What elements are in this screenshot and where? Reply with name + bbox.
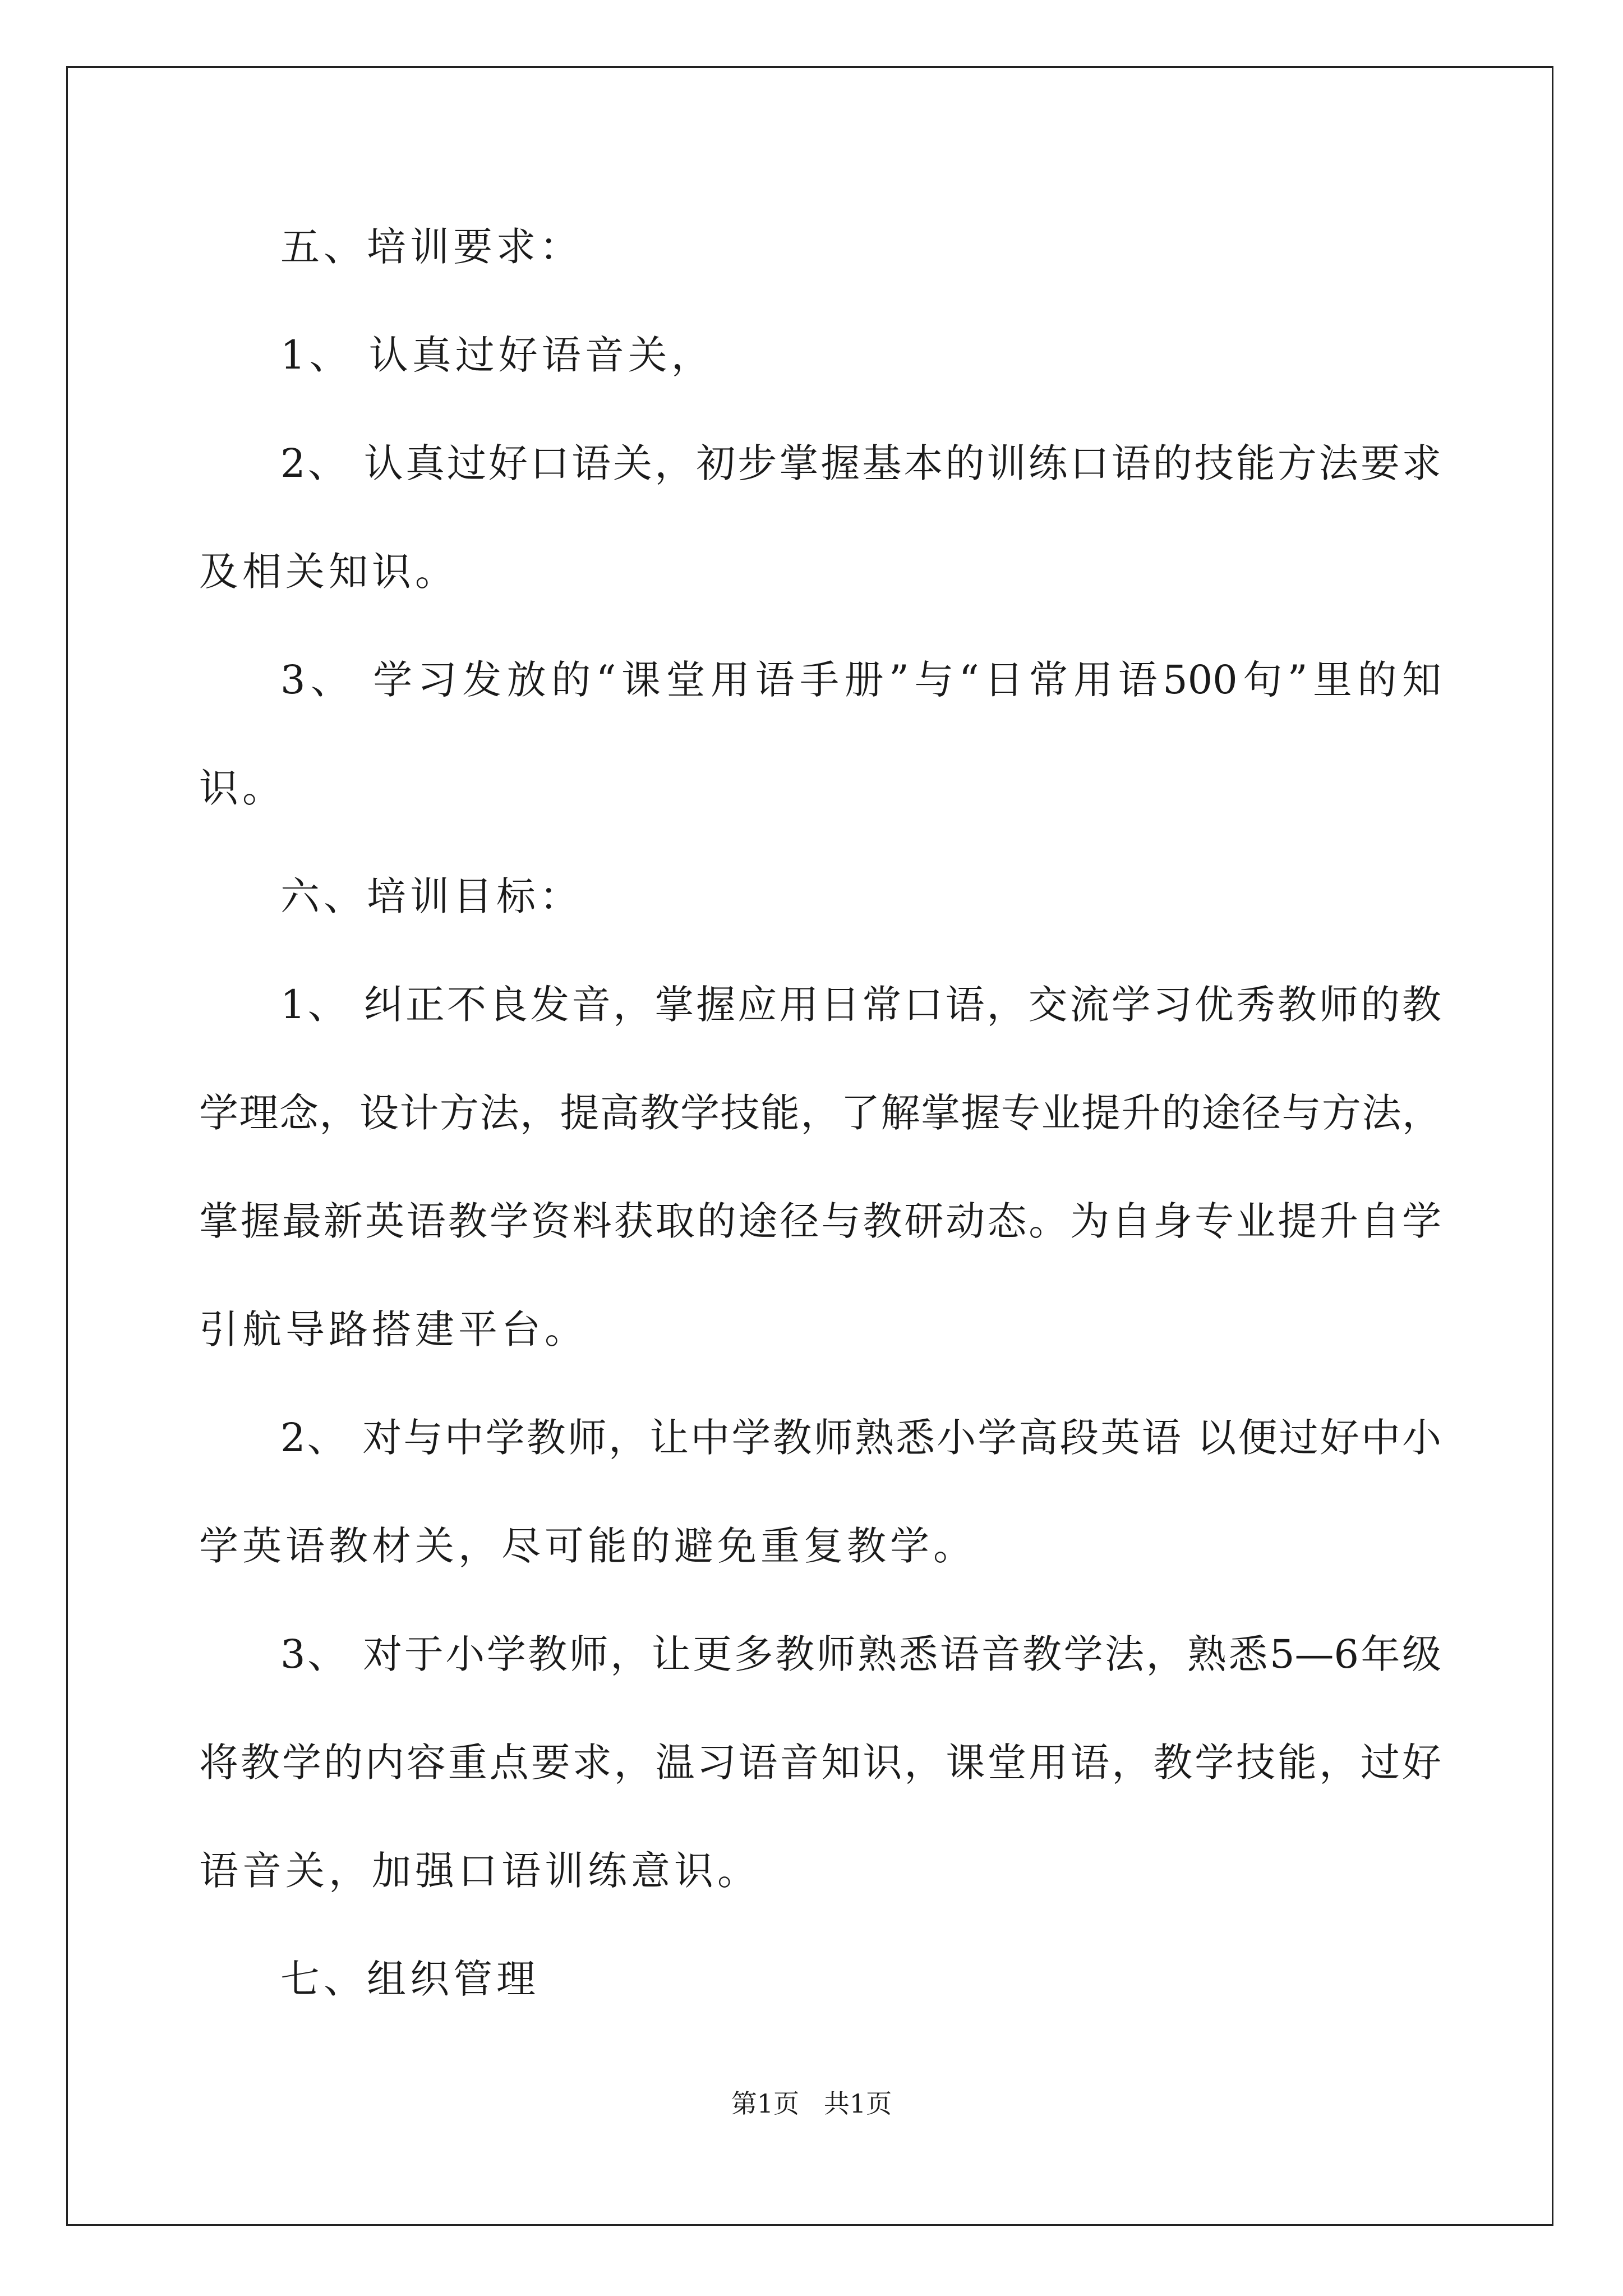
section-heading-6: 六、培训目标：: [280, 873, 583, 919]
paragraph-line: 将教学的内容重点要求，温习语音知识，课堂用语，教学技能，过好: [199, 1740, 1441, 1786]
paragraph-line: 识。: [199, 765, 285, 811]
section-heading-5: 五、培训要求：: [280, 224, 583, 270]
paragraph-line: 1、 纠正不良发音，掌握应用日常口语，交流学习优秀教师的教: [280, 982, 1441, 1028]
paragraph-line: 及相关知识。: [199, 549, 458, 595]
paragraph-line: 掌握最新英语教学资料获取的途径与教研动态。为自身专业提升自学: [199, 1198, 1441, 1244]
page-number-footer: 第1页 共1页: [731, 2088, 892, 2119]
paragraph-line: 3、 对于小学教师，让更多教师熟悉语音教学法，熟悉5—6年级: [280, 1631, 1441, 1677]
page-border: [66, 66, 1553, 2226]
paragraph-line: 语音关，加强口语训练意识。: [199, 1848, 760, 1894]
paragraph-line: 学理念，设计方法，提高教学技能，了解掌握专业提升的途径与方法，: [199, 1090, 1441, 1136]
paragraph-line: 1、 认真过好语音关，: [280, 332, 714, 378]
paragraph-line: 2、 认真过好口语关，初步掌握基本的训练口语的技能方法要求: [280, 440, 1441, 486]
section-heading-7: 七、组织管理: [280, 1956, 540, 2002]
paragraph-line: 学英语教材关，尽可能的避免重复教学。: [199, 1523, 976, 1569]
paragraph-line: 2、 对与中学教师，让中学教师熟悉小学高段英语 以便过好中小: [280, 1415, 1441, 1461]
paragraph-line: 引航导路搭建平台。: [199, 1306, 588, 1352]
paragraph-line: 3、 学习发放的“课堂用语手册”与“日常用语500句”里的知: [280, 657, 1441, 703]
